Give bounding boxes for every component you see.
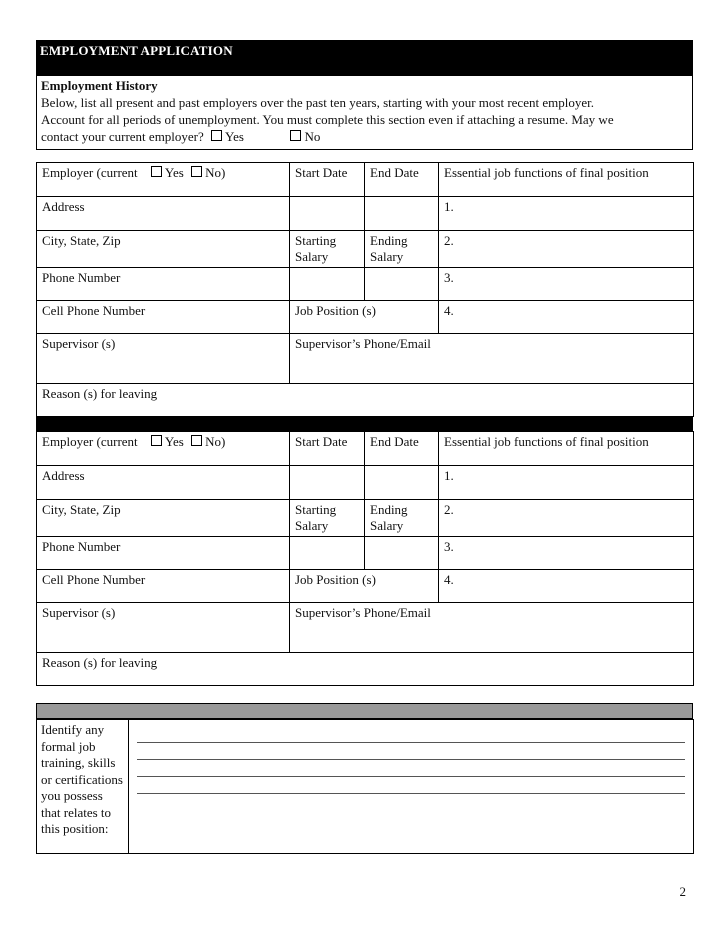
starting-salary-field[interactable]: Starting Salary	[290, 500, 365, 537]
start-date-field[interactable]: Start Date	[290, 163, 365, 197]
current-yes-label: Yes	[164, 165, 184, 180]
training-answer-line[interactable]	[137, 743, 685, 760]
current-no-checkbox[interactable]	[191, 435, 202, 446]
current-no-label: No)	[205, 165, 226, 180]
start-date-field[interactable]: Start Date	[290, 432, 365, 466]
job-position-field[interactable]: Job Position (s)	[290, 301, 439, 334]
function-1-field[interactable]: 1.	[439, 466, 694, 500]
current-no-checkbox[interactable]	[191, 166, 202, 177]
contact-yes-checkbox[interactable]	[211, 130, 222, 141]
current-yes-checkbox[interactable]	[151, 166, 162, 177]
employer-name-field[interactable]	[37, 163, 290, 197]
function-2-field[interactable]: 2.	[439, 500, 694, 537]
training-answer-line[interactable]	[137, 760, 685, 777]
ending-salary-field[interactable]: Ending Salary	[365, 231, 439, 268]
reason-for-leaving-field[interactable]: Reason (s) for leaving	[37, 384, 694, 417]
function-4-field[interactable]: 4.	[439, 301, 694, 334]
address-blank-cell	[290, 197, 365, 231]
section-header-bar	[36, 40, 693, 76]
training-answer-line[interactable]	[137, 726, 685, 743]
address-field[interactable]: Address	[37, 466, 290, 500]
address-blank-cell-2	[365, 466, 439, 500]
essential-functions-header: Essential job functions of final position	[439, 432, 694, 466]
function-3-field[interactable]: 3.	[439, 268, 694, 301]
address-blank-cell-2	[365, 197, 439, 231]
reason-for-leaving-field[interactable]: Reason (s) for leaving	[37, 653, 694, 686]
address-blank-cell	[290, 466, 365, 500]
cell-phone-field[interactable]: Cell Phone Number	[37, 570, 290, 603]
training-header-bar	[36, 703, 693, 719]
current-no-label: No)	[205, 434, 226, 449]
supervisor-field[interactable]: Supervisor (s)	[37, 334, 290, 384]
supervisor-field[interactable]: Supervisor (s)	[37, 603, 290, 653]
employer-name-field[interactable]	[37, 432, 290, 466]
contact-no-label: No	[304, 129, 321, 144]
function-1-field[interactable]: 1.	[439, 197, 694, 231]
cell-phone-field[interactable]: Cell Phone Number	[37, 301, 290, 334]
training-answer-line[interactable]	[137, 777, 685, 794]
application-page	[36, 40, 693, 854]
end-date-field[interactable]: End Date	[365, 432, 439, 466]
phone-blank-cell	[290, 268, 365, 301]
employer-table-2	[36, 431, 694, 686]
employer-label: Employer (current	[42, 165, 138, 180]
current-yes-label: Yes	[164, 434, 184, 449]
page-number: 2	[679, 884, 686, 899]
contact-yes-label: Yes	[225, 129, 244, 144]
function-2-field[interactable]: 2.	[439, 231, 694, 268]
intro-line-3	[41, 128, 688, 145]
intro-line-1: Below, list all present and past employers over the past ten years, starting with your most recent employer.	[41, 95, 594, 110]
phone-blank-cell	[290, 537, 365, 570]
function-3-field[interactable]: 3.	[439, 537, 694, 570]
supervisor-contact-field[interactable]: Supervisor’s Phone/Email	[290, 334, 694, 384]
current-yes-checkbox[interactable]	[151, 435, 162, 446]
city-state-zip-field[interactable]: City, State, Zip	[37, 231, 290, 268]
training-answer-field[interactable]	[129, 720, 694, 854]
ending-salary-field[interactable]: Ending Salary	[365, 500, 439, 537]
intro-section	[36, 76, 693, 150]
essential-functions-header: Essential job functions of final position	[439, 163, 694, 197]
training-label: Identify any formal job training, skills or certifications you possess that relates to this position:	[37, 720, 129, 854]
address-field[interactable]: Address	[37, 197, 290, 231]
starting-salary-field[interactable]: Starting Salary	[290, 231, 365, 268]
training-table	[36, 719, 694, 854]
phone-number-field[interactable]: Phone Number	[37, 268, 290, 301]
employer-label: Employer (current	[42, 434, 138, 449]
separator-bar	[36, 417, 693, 431]
phone-blank-cell-2	[365, 268, 439, 301]
intro-line-2: Account for all periods of unemployment. You must complete this section even if attaching a resume. May we	[41, 112, 614, 127]
function-4-field[interactable]: 4.	[439, 570, 694, 603]
contact-no-checkbox[interactable]	[290, 130, 301, 141]
job-position-field[interactable]: Job Position (s)	[290, 570, 439, 603]
employer-table-1	[36, 162, 694, 417]
supervisor-contact-field[interactable]: Supervisor’s Phone/Email	[290, 603, 694, 653]
end-date-field[interactable]: End Date	[365, 163, 439, 197]
city-state-zip-field[interactable]: City, State, Zip	[37, 500, 290, 537]
phone-number-field[interactable]: Phone Number	[37, 537, 290, 570]
contact-question: contact your current employer?	[41, 129, 204, 144]
page-title: EMPLOYMENT APPLICATION	[40, 43, 233, 58]
section-subtitle: Employment History	[41, 78, 158, 93]
phone-blank-cell-2	[365, 537, 439, 570]
